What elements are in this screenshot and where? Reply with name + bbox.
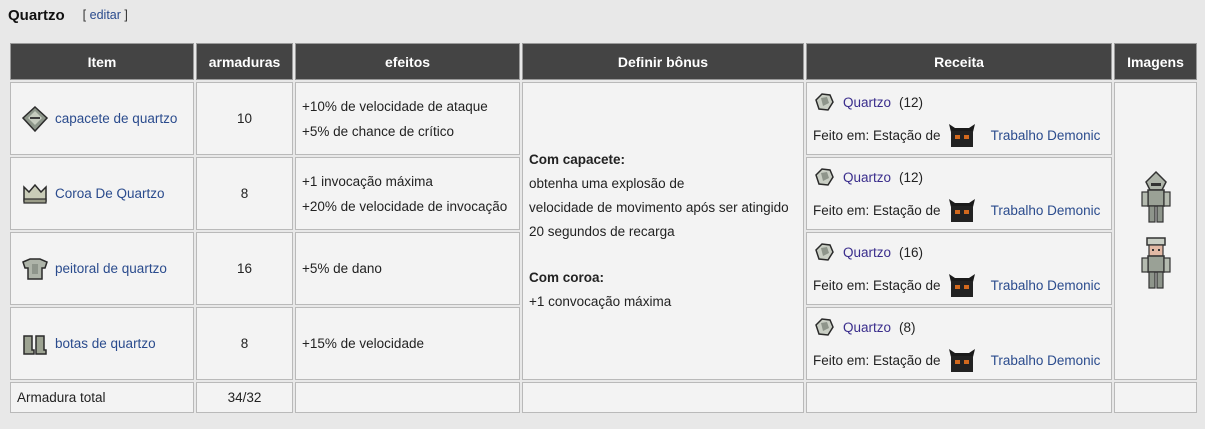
station-link[interactable]: Trabalho Demonic	[990, 202, 1101, 218]
crafting-station-label: Feito em: Estação de	[813, 352, 941, 368]
material-quantity: (16)	[899, 244, 924, 260]
effects-cell	[295, 82, 520, 155]
armor-value: 10	[196, 82, 293, 155]
demonic-workstation-icon	[947, 347, 977, 373]
total-label: Armadura total	[10, 382, 194, 413]
armor-value: 8	[196, 307, 293, 380]
empty-cell	[806, 382, 1112, 413]
station-link[interactable]: Trabalho Demonic	[990, 277, 1101, 293]
crafting-station-label: Feito em: Estação de	[813, 277, 941, 293]
material-quantity: (12)	[899, 94, 924, 110]
demonic-workstation-icon	[947, 197, 977, 223]
item-link[interactable]: botas de quartzo	[55, 336, 156, 351]
material-quantity: (8)	[899, 319, 916, 335]
header-set-bonus: Definir bônus	[522, 43, 804, 80]
armor-value: 16	[196, 232, 293, 305]
empty-cell	[522, 382, 804, 413]
effect-text: +5% de chance de crítico	[302, 123, 454, 139]
set-bonus-cell	[522, 82, 804, 380]
effects-cell	[295, 232, 520, 305]
quartz-armor-crown-sprite	[1136, 236, 1176, 292]
helmet-bonus-title: Com capacete:	[529, 152, 626, 167]
effect-text: +15% de velocidade	[302, 336, 424, 351]
station-link[interactable]: Trabalho Demonic	[990, 127, 1101, 143]
quartz-armor-helmet-sprite	[1136, 170, 1176, 226]
recipe-cell	[806, 157, 1112, 230]
item-cell	[10, 157, 194, 230]
bonus-text: velocidade de movimento após ser atingido	[529, 200, 789, 215]
quartz-helmet-icon	[21, 106, 49, 132]
header-armor: armaduras	[196, 43, 293, 80]
demonic-workstation-icon	[947, 122, 977, 148]
header-item: Item	[10, 43, 194, 80]
material-link[interactable]: Quartzo	[843, 94, 892, 110]
armor-set-table	[8, 41, 1199, 415]
empty-cell	[1114, 382, 1197, 413]
item-cell	[10, 232, 194, 305]
quartz-boots-icon	[21, 331, 49, 357]
edit-link[interactable]: editar	[89, 8, 121, 22]
header-images: Imagens	[1114, 43, 1197, 80]
station-link[interactable]: Trabalho Demonic	[990, 352, 1101, 368]
material-link[interactable]: Quartzo	[843, 244, 892, 260]
header-effects: efeitos	[295, 43, 520, 80]
section-heading	[8, 5, 128, 25]
empty-cell	[295, 382, 520, 413]
material-link[interactable]: Quartzo	[843, 319, 892, 335]
quartz-crown-icon	[21, 181, 49, 207]
item-link[interactable]: peitoral de quartzo	[55, 261, 167, 276]
armor-value: 8	[196, 157, 293, 230]
effect-text: +5% de dano	[302, 261, 382, 276]
item-cell	[10, 82, 194, 155]
table-header-row	[10, 43, 1197, 80]
effect-text: +10% de velocidade de ataque	[302, 98, 488, 114]
crafting-station-label: Feito em: Estação de	[813, 127, 941, 143]
recipe-cell	[806, 82, 1112, 155]
recipe-cell	[806, 307, 1112, 380]
effect-text: +20% de velocidade de invocação	[302, 198, 508, 214]
demonic-workstation-icon	[947, 272, 977, 298]
page-title: Quartzo	[8, 6, 65, 24]
bonus-text: obtenha uma explosão de	[529, 176, 685, 191]
quartz-ore-icon	[813, 92, 835, 112]
quartz-chestplate-icon	[21, 256, 49, 282]
item-link[interactable]: capacete de quartzo	[55, 111, 178, 126]
material-quantity: (12)	[899, 169, 924, 185]
crafting-station-label: Feito em: Estação de	[813, 202, 941, 218]
edit-section: [ editar ]	[82, 8, 128, 22]
quartz-ore-icon	[813, 167, 835, 187]
material-link[interactable]: Quartzo	[843, 169, 892, 185]
quartz-ore-icon	[813, 317, 835, 337]
item-cell	[10, 307, 194, 380]
quartz-ore-icon	[813, 242, 835, 262]
bonus-text: 20 segundos de recarga	[529, 224, 675, 239]
effects-cell	[295, 157, 520, 230]
bonus-text: +1 convocação máxima	[529, 294, 672, 309]
effect-text: +1 invocação máxima	[302, 173, 433, 189]
total-armor-value: 34/32	[196, 382, 293, 413]
total-row	[10, 382, 1197, 413]
crown-bonus-title: Com coroa:	[529, 270, 605, 285]
item-link[interactable]: Coroa De Quartzo	[55, 186, 165, 201]
images-cell	[1114, 82, 1197, 380]
table-row	[10, 82, 1197, 155]
header-recipe: Receita	[806, 43, 1112, 80]
effects-cell	[295, 307, 520, 380]
recipe-cell	[806, 232, 1112, 305]
